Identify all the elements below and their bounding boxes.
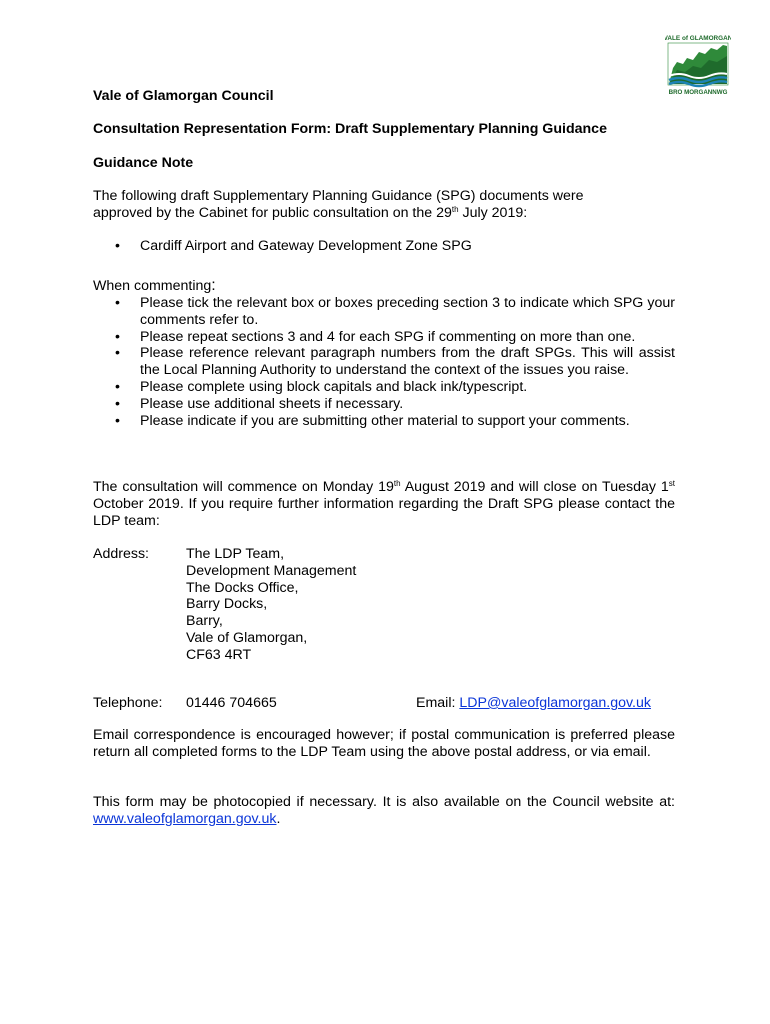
intro-line-1: The following draft Supplementary Planning Guidance (SPG) documents were (93, 188, 584, 204)
address-block (186, 546, 356, 664)
email-contact (416, 695, 651, 711)
logo-bottom-text: BRO MORGANNWG (668, 89, 728, 96)
consultation-paragraph: The consultation will commence on Monday 19th August 2019 and will close on Tuesday 1st October 2019. If you require further information regarding the Draft SPG please contact the LDP team: (93, 479, 675, 529)
telephone-label: Telephone: (93, 695, 163, 711)
form-title: Consultation Representation Form: Draft Supplementary Planning Guidance (93, 121, 607, 137)
council-name: Vale of Glamorgan Council (93, 88, 274, 104)
list-item: • Please reference relevant paragraph numbers from the draft SPGs. This will assist the Local Planning Authority to understand the context of the issues you raise. (115, 345, 675, 379)
bullet-icon: • (115, 412, 120, 429)
logo-graphic (665, 34, 731, 96)
bullet-icon: • (115, 328, 120, 345)
address-line: The LDP Team, (186, 546, 285, 562)
address-line: Barry, (186, 613, 223, 630)
list-item: • Please tick the relevant box or boxes preceding section 3 to indicate which SPG your comments refer to. (115, 295, 675, 328)
list-item: • Please use additional sheets if necessary. (115, 395, 404, 412)
address-line: The Docks Office, (186, 579, 299, 596)
list-item: • Please repeat sections 3 and 4 for each SPG if commenting on more than one. (115, 328, 636, 345)
address-line: CF63 4RT (186, 646, 252, 663)
intro-paragraph (93, 188, 675, 222)
spg-list-item: • Cardiff Airport and Gateway Development Zone SPG (115, 238, 472, 254)
telephone-number: 01446 704665 (186, 695, 277, 711)
address-line: Vale of Glamorgan, (186, 629, 308, 646)
email-paragraph: Email correspondence is encouraged however; if postal communication is preferred please return all completed forms to the LDP Team using the above postal address, or via email. (93, 727, 675, 760)
council-logo (665, 34, 731, 96)
address-label: Address: (93, 546, 149, 562)
bullet-icon: • (115, 238, 120, 254)
intro-line-2: approved by the Cabinet for public consultation on the 29th July 2019: (93, 204, 528, 221)
logo-top-text: VALE of GLAMORGAN (665, 35, 731, 42)
commenting-list (93, 295, 675, 429)
list-item: • Please indicate if you are submitting other material to support your comments. (115, 412, 630, 429)
commenting-heading: When commenting: (93, 277, 216, 294)
bullet-icon: • (115, 295, 120, 311)
list-item: • Please complete using block capitals and black ink/typescript. (115, 378, 528, 395)
bullet-icon: • (115, 345, 120, 362)
address-line: Development Management (186, 562, 357, 579)
address-line: Barry Docks, (186, 596, 268, 613)
bullet-icon: • (115, 395, 120, 412)
guidance-heading: Guidance Note (93, 155, 194, 171)
photocopy-paragraph: This form may be photocopied if necessary. It is also available on the Council website at: www.valeofglamorgan.gov.uk. (93, 794, 675, 827)
spg-list (93, 238, 675, 255)
website-link[interactable]: www.valeofglamorgan.gov.uk (93, 810, 277, 827)
email-link[interactable]: LDP@valeofglamorgan.gov.uk (459, 695, 651, 711)
email-label: Email: (416, 695, 456, 711)
bullet-icon: • (115, 378, 120, 395)
